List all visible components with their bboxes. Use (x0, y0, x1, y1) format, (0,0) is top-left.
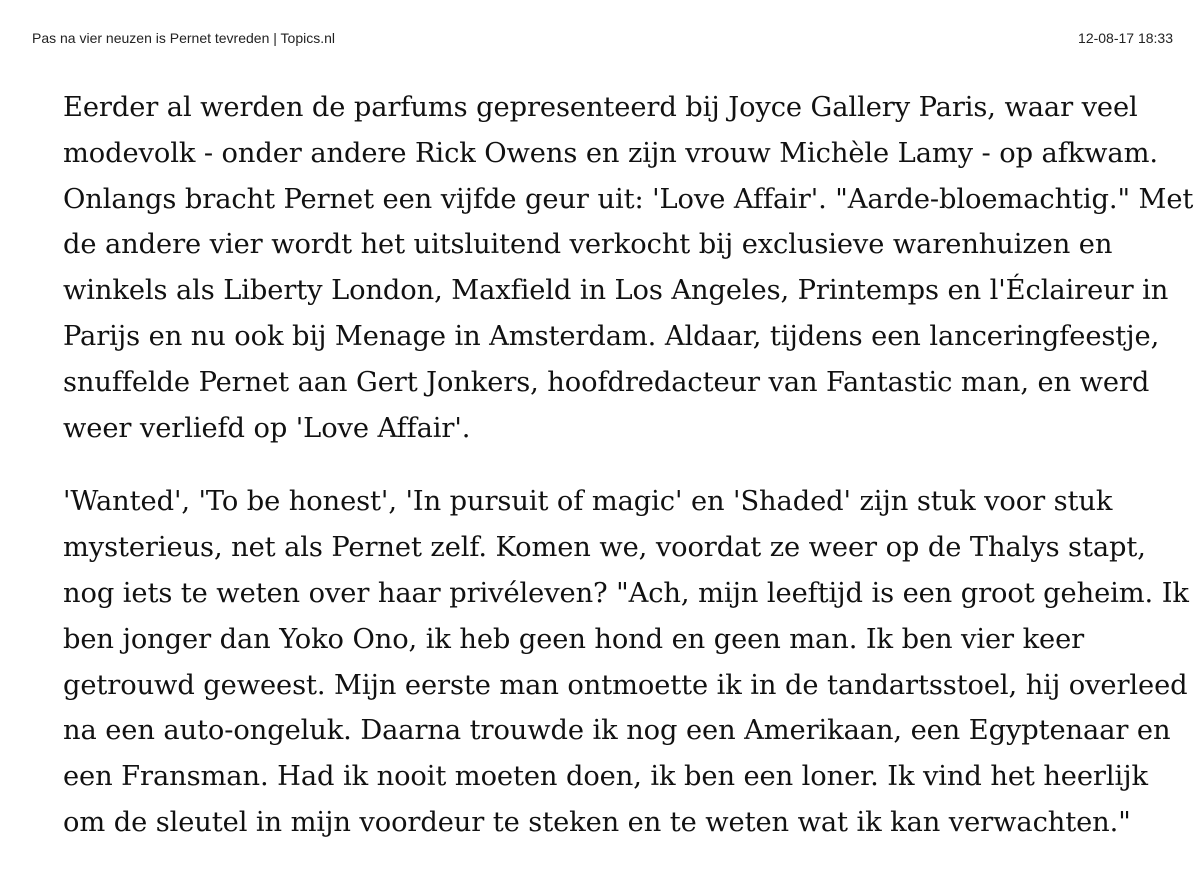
article-body (63, 85, 1194, 846)
page-title: Pas na vier neuzen is Pernet tevreden | Topics.nl (32, 30, 335, 46)
text-line: Onlangs bracht Pernet een vijfde geur uit: 'Love Affair'. "Aarde-bloemachtig." Met (63, 183, 1194, 215)
text-line: de andere vier wordt het uitsluitend verkocht bij exclusieve warenhuizen en (63, 229, 1113, 261)
text-line: 'Wanted', 'To be honest', 'In pursuit of magic' en 'Shaded' zijn stuk voor stuk (63, 486, 1113, 518)
text-line: na een auto-ongeluk. Daarna trouwde ik nog een Amerikaan, een Egyptenaar en (63, 715, 1171, 747)
text-line: mysterieus, net als Pernet zelf. Komen we, voordat ze weer op de Thalys stapt, (63, 532, 1146, 564)
text-line: om de sleutel in mijn voordeur te steken en te weten wat ik kan verwachten." (63, 806, 1131, 838)
text-line: snuffelde Pernet aan Gert Jonkers, hoofdredacteur van Fantastic man, en werd (63, 366, 1150, 398)
text-line: Parijs en nu ook bij Menage in Amsterdam. Aldaar, tijdens een lanceringfeestje, (63, 320, 1160, 352)
text-line: winkels als Liberty London, Maxfield in Los Angeles, Printemps en l'Éclaireur in (63, 275, 1169, 307)
article-paragraph-2 (63, 479, 1189, 845)
text-line: nog iets te weten over haar privéleven? "Ach, mijn leeftijd is een groot geheim. Ik (63, 577, 1189, 609)
text-line: modevolk - onder andere Rick Owens en zijn vrouw Michèle Lamy - op afkwam. (63, 137, 1158, 169)
text-line: ben jonger dan Yoko Ono, ik heb geen hond en geen man. Ik ben vier keer (63, 623, 1085, 655)
article-paragraph-1 (63, 85, 1194, 451)
text-line: weer verliefd op 'Love Affair'. (63, 412, 471, 444)
print-header (32, 30, 1173, 52)
print-datetime: 12-08-17 18:33 (1078, 30, 1173, 46)
text-line: getrouwd geweest. Mijn eerste man ontmoette ik in de tandartsstoel, hij overleed (63, 669, 1188, 701)
text-line: Eerder al werden de parfums gepresenteerd bij Joyce Gallery Paris, waar veel (63, 92, 1138, 123)
text-line: een Fransman. Had ik nooit moeten doen, ik ben een loner. Ik vind het heerlijk (63, 761, 1148, 793)
